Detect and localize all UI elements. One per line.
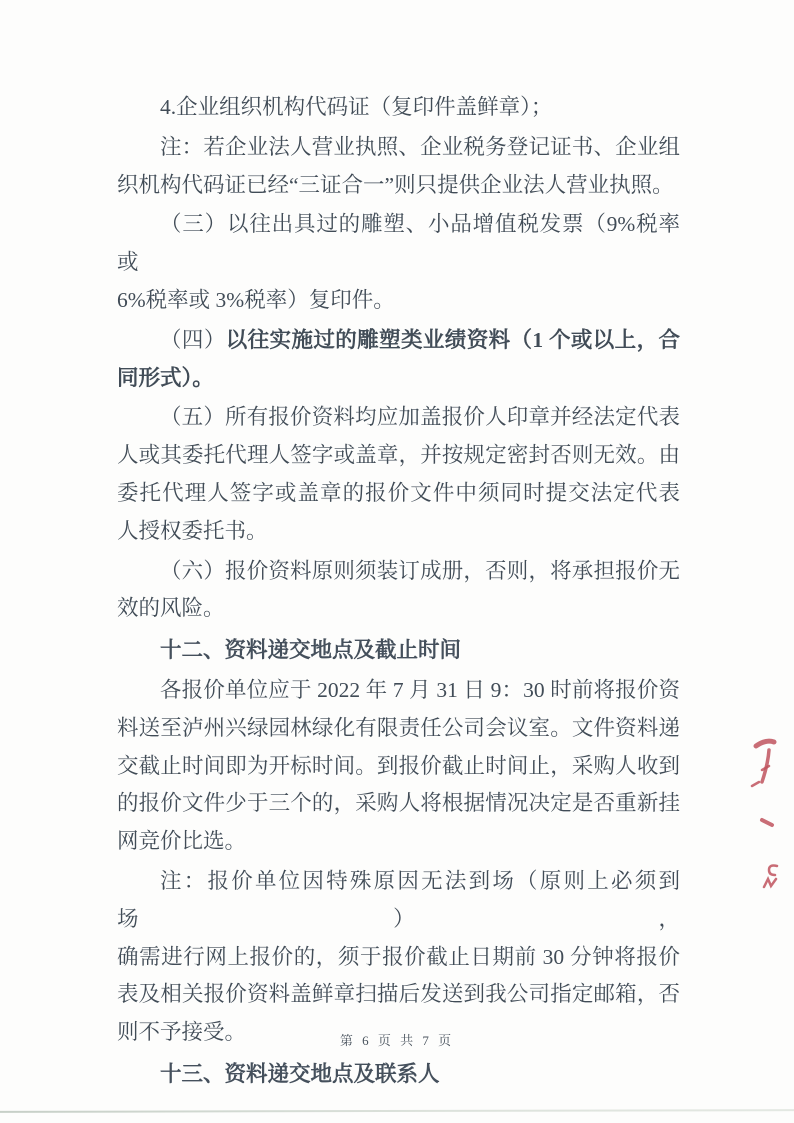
text-line bbox=[117, 976, 680, 1014]
text-segment: （四） bbox=[160, 327, 226, 352]
text-segment: （五）所有报价资料均应加盖报价人印章并经法定代表 bbox=[160, 405, 680, 430]
red-stamp-marks bbox=[740, 730, 790, 900]
text-line bbox=[117, 360, 680, 398]
text-line bbox=[117, 89, 680, 127]
stamp-mark bbox=[756, 741, 774, 746]
text-line bbox=[117, 672, 680, 710]
text-segment: 效的风险。 bbox=[117, 596, 225, 621]
text-segment: 确需进行网上报价的，须于报价截止日期前 30 分钟将报价 bbox=[117, 944, 680, 969]
text-segment: 委托代理人签字或盖章的报价文件中须同时提交法定代表 bbox=[117, 480, 680, 505]
text-segment: 表及相关报价资料盖鲜章扫描后发送到我公司指定邮箱，否 bbox=[117, 982, 680, 1007]
document-body bbox=[117, 89, 680, 1094]
paragraph bbox=[117, 863, 680, 1052]
text-segment: 交截止时间即为开标时间。到报价截止时间止，采购人收到 bbox=[117, 753, 680, 778]
text-segment: 的报价文件少于三个的，采购人将根据情况决定是否重新挂 bbox=[117, 791, 680, 816]
paragraph bbox=[117, 89, 680, 127]
text-segment: 4.企业组织机构代码证（复印件盖鲜章）； bbox=[160, 95, 553, 119]
text-segment: 网竞价比选。 bbox=[117, 829, 247, 854]
text-line bbox=[117, 475, 680, 513]
text-segment: 则不予接受。 bbox=[117, 1020, 247, 1045]
text-line bbox=[117, 939, 680, 977]
text-line bbox=[117, 399, 680, 437]
paragraph bbox=[117, 322, 680, 398]
text-line bbox=[117, 206, 680, 282]
text-segment: 同形式）。 bbox=[117, 365, 214, 390]
stamp-mark bbox=[764, 879, 776, 887]
text-line bbox=[117, 437, 680, 475]
paragraph bbox=[117, 399, 680, 550]
text-segment: 人或其委托代理人签字或盖章，并按规定密封否则无效。由 bbox=[117, 443, 680, 468]
paragraph bbox=[117, 672, 680, 861]
text-line bbox=[117, 590, 680, 628]
paragraph bbox=[117, 206, 680, 319]
paragraph bbox=[117, 553, 680, 629]
text-segment: 6%税率或 3%税率）复印件。 bbox=[117, 287, 395, 312]
text-segment: （三）以往出具过的雕塑、小品增值税发票（9%税率或 bbox=[117, 212, 680, 275]
text-line bbox=[117, 1056, 680, 1094]
text-segment: 各报价单位应于 2022 年 7 月 31 日 9：30 时前将报价资 bbox=[160, 677, 680, 702]
text-segment: 注：若企业法人营业执照、企业税务登记证书、企业组 bbox=[160, 134, 680, 159]
text-line bbox=[117, 748, 680, 786]
text-segment: 织机构代码证已经“三证合一”则只提供企业法人营业执照。 bbox=[117, 172, 674, 197]
stamp-mark bbox=[762, 820, 772, 825]
text-line bbox=[117, 863, 680, 939]
text-segment: 人授权委托书。 bbox=[117, 518, 268, 543]
text-segment: 注：报价单位因特殊原因无法到场（原则上必须到场）， bbox=[117, 868, 680, 931]
text-line bbox=[117, 823, 680, 861]
scan-edge-artifact bbox=[0, 1109, 794, 1113]
text-line bbox=[117, 167, 680, 205]
section-heading bbox=[117, 1056, 680, 1094]
stamp-mark bbox=[769, 866, 777, 876]
text-line bbox=[117, 322, 680, 360]
text-segment: 料送至泸州兴绿园林绿化有限责任公司会议室。文件资料递 bbox=[117, 715, 680, 740]
text-line bbox=[117, 282, 680, 320]
text-segment: （六）报价资料原则须装订成册，否则，将承担报价无 bbox=[160, 558, 680, 583]
page-footer: 第 6 页 共 7 页 bbox=[339, 1033, 455, 1048]
section-heading bbox=[117, 632, 680, 670]
text-line bbox=[117, 513, 680, 551]
stamp-mark bbox=[752, 782, 759, 786]
text-line bbox=[117, 553, 680, 591]
text-line bbox=[117, 710, 680, 748]
text-segment: 十二、资料递交地点及截止时间 bbox=[160, 638, 462, 664]
text-segment: 以往实施过的雕塑类业绩资料（1 个或以上，合 bbox=[225, 327, 680, 352]
text-segment: 十三、资料递交地点及联系人 bbox=[160, 1061, 440, 1087]
text-line bbox=[117, 129, 680, 167]
paragraph bbox=[117, 129, 680, 205]
stamp-mark bbox=[762, 766, 769, 770]
text-line bbox=[117, 785, 680, 823]
text-line bbox=[117, 632, 680, 670]
